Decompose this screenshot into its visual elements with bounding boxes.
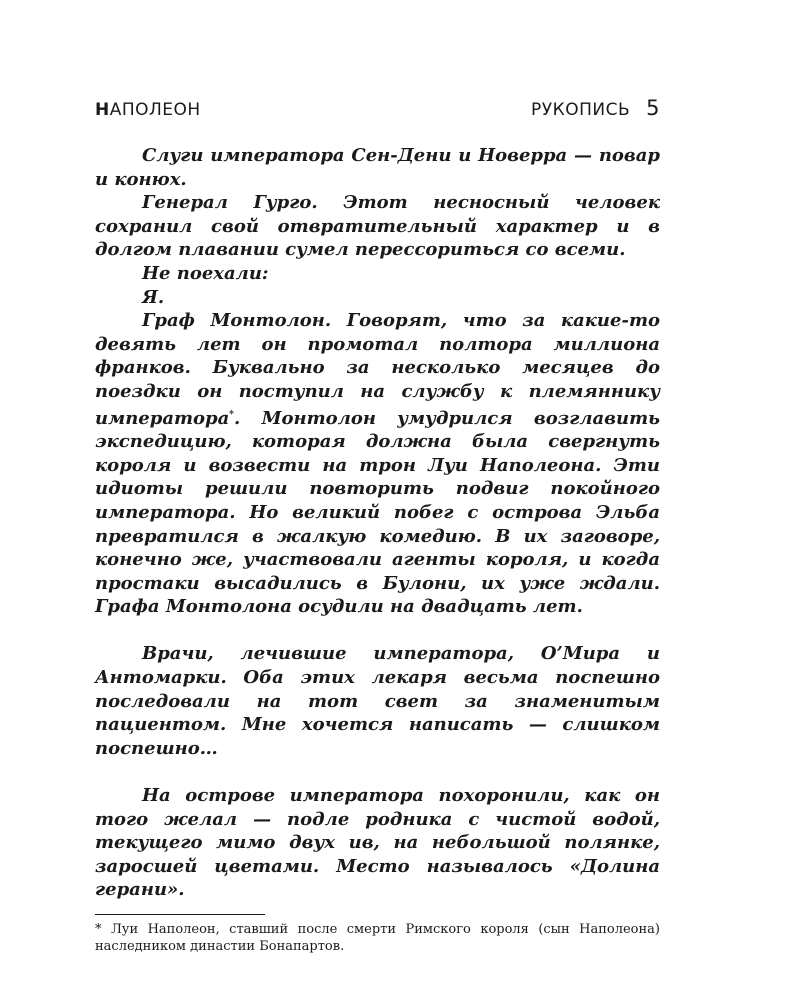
- paragraph: Слуги императора Сен-Дени и Новерра — повар и конюх.: [95, 145, 660, 190]
- page-number: 5: [646, 96, 660, 120]
- paragraph: На острове императора похоронили, как он того желал — подле родника с чистой водой, текущего мимо двух ив, на небольшой полянке, заросшей цветами. Место называлось «Долина герани».: [95, 785, 660, 901]
- paragraph: Генерал Гурго. Этот несносный человек сохранил свой отвратительный характер и в долгом плавании сумел перессориться со всеми.: [95, 192, 660, 261]
- footnote-text: Луи Наполеон, ставший после смерти Римского короля (сын Наполеона) наследником династии Бонапартов.: [95, 922, 660, 954]
- paragraph: Я.: [142, 286, 165, 308]
- running-header: [95, 96, 660, 126]
- paragraph: Граф Монтолон. Говорят, что за какие-то девять лет он промотал полтора миллиона франков. Буквально за несколько месяцев до поездки он поступил на службу к племяннику императора*. Монтолон умудрился возглавить экспедицию, которая должна была свергнуть короля и возвести на трон Луи Наполеона. Эти идиоты решили повторить подвиг покойного императора. Но великий побег с острова Эльба превратился в жалкую комедию. В их заговоре, конечно же, участвовали агенты короля, и когда простаки высадились в Булони, их уже ждали. Графа Монтолона осудили на двадцать лет.: [95, 310, 660, 618]
- footnote: [95, 921, 660, 955]
- section-title: РУКОПИСЬ: [531, 100, 631, 120]
- footnote-mark: *: [95, 922, 102, 937]
- book-title: НАПОЛЕОН: [95, 100, 201, 120]
- footnote-marker: *: [229, 409, 235, 420]
- paragraph: Не поехали:: [142, 262, 269, 284]
- emphasis: слишком поспешно…: [95, 714, 660, 759]
- section-and-page: [531, 96, 660, 120]
- book-page: [95, 96, 660, 955]
- body-text: [95, 144, 660, 955]
- footnote-divider: [95, 914, 265, 915]
- paragraph: Врачи, лечившие императора, О’Мира и Антомарки. Оба этих лекаря весьма поспешно последовали на тот свет за знаменитым пациентом. Мне хочется написать — слишком поспешно…: [95, 643, 660, 759]
